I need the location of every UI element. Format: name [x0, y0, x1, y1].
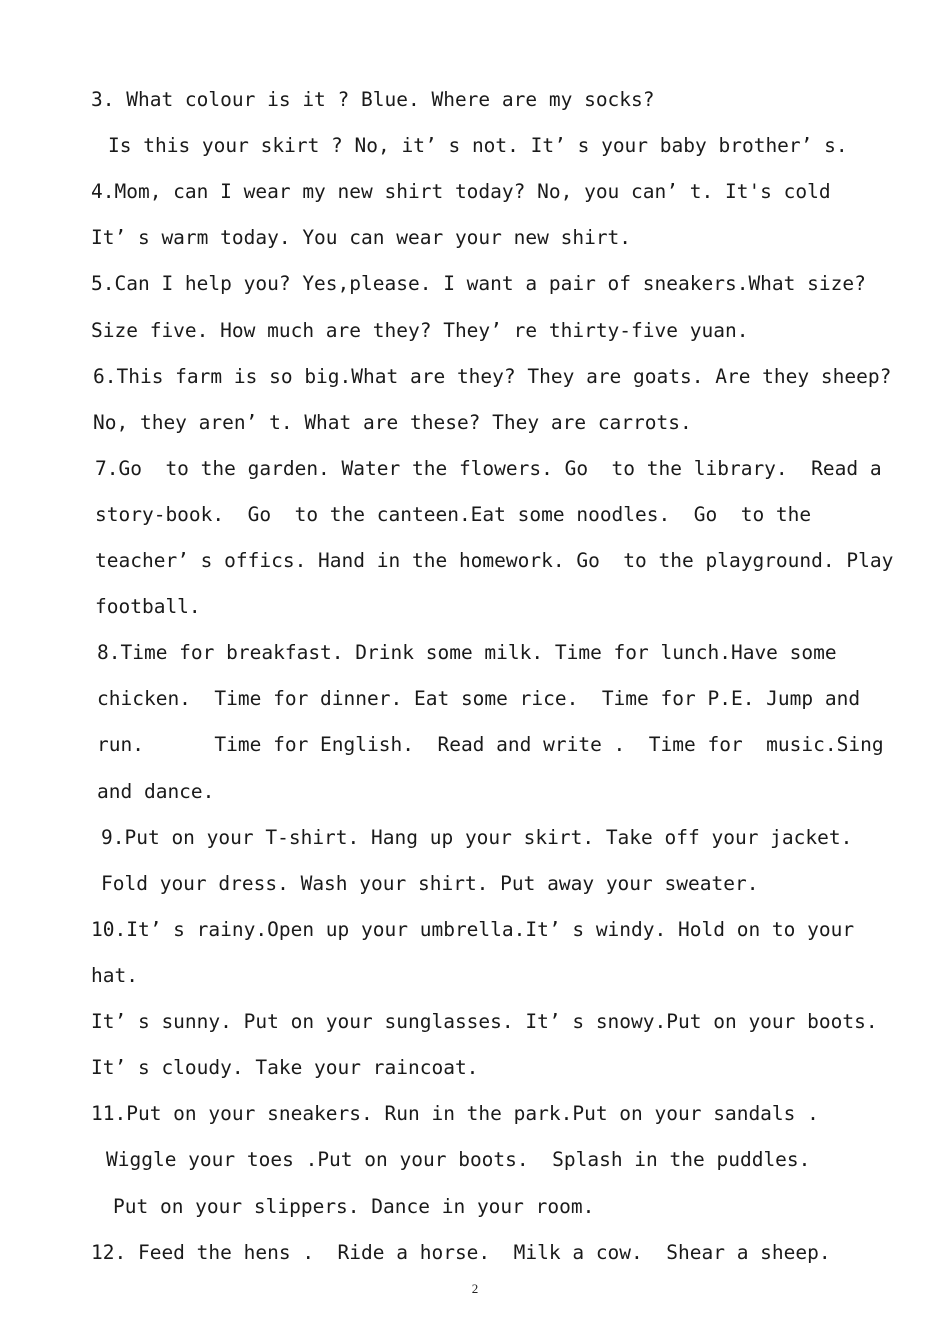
text-line: 7.Go to the garden. Water the flowers. Go to the library. Read a: [95, 457, 882, 480]
text-line: hat.: [91, 964, 138, 987]
text-line: 4.Mom, can I wear my new shirt today? No, you can’ t. It's cold: [91, 180, 831, 203]
text-line: Is this your skirt ? No, it’ s not. It’ s your baby brother’ s.: [108, 134, 848, 157]
text-line: It’ s warm today. You can wear your new shirt.: [91, 226, 632, 249]
text-line: Put on your slippers. Dance in your room.: [113, 1195, 595, 1218]
text-line: 3. What colour is it ? Blue. Where are my socks?: [91, 88, 655, 111]
text-line: 11.Put on your sneakers. Run in the park.Put on your sandals .: [91, 1102, 819, 1125]
text-line: 5.Can I help you? Yes,please. I want a pair of sneakers.What size?: [91, 272, 866, 295]
text-line: 12. Feed the hens . Ride a horse. Milk a cow. Shear a sheep.: [91, 1241, 831, 1264]
text-line: It’ s cloudy. Take your raincoat.: [91, 1056, 479, 1079]
text-line: 6.This farm is so big.What are they? They are goats. Are they sheep?: [93, 365, 892, 388]
text-line: teacher’ s offics. Hand in the homework. Go to the playground. Play: [95, 549, 894, 572]
text-line: story-book. Go to the canteen.Eat some noodles. Go to the: [95, 503, 812, 526]
text-line: and dance.: [97, 780, 215, 803]
text-line: run. Time for English. Read and write . Time for music.Sing: [97, 733, 884, 756]
text-line: 9.Put on your T-shirt. Hang up your skirt. Take off your jacket.: [101, 826, 853, 849]
text-line: It’ s sunny. Put on your sunglasses. It’ s snowy.Put on your boots.: [91, 1010, 878, 1033]
text-line: Wiggle your toes .Put on your boots. Splash in the puddles.: [106, 1148, 811, 1171]
page-number: 2: [471, 1281, 479, 1296]
text-line: 10.It’ s rainy.Open up your umbrella.It’ s windy. Hold on to your: [91, 918, 855, 941]
text-line: Fold your dress. Wash your shirt. Put away your sweater.: [101, 872, 759, 895]
text-line: 8.Time for breakfast. Drink some milk. Time for lunch.Have some: [97, 641, 837, 664]
text-line: No, they aren’ t. What are these? They are carrots.: [93, 411, 692, 434]
text-line: football.: [95, 595, 201, 618]
text-line: chicken. Time for dinner. Eat some rice. Time for P.E. Jump and: [97, 687, 861, 710]
text-line: Size five. How much are they? They’ re thirty-five yuan.: [91, 319, 749, 342]
